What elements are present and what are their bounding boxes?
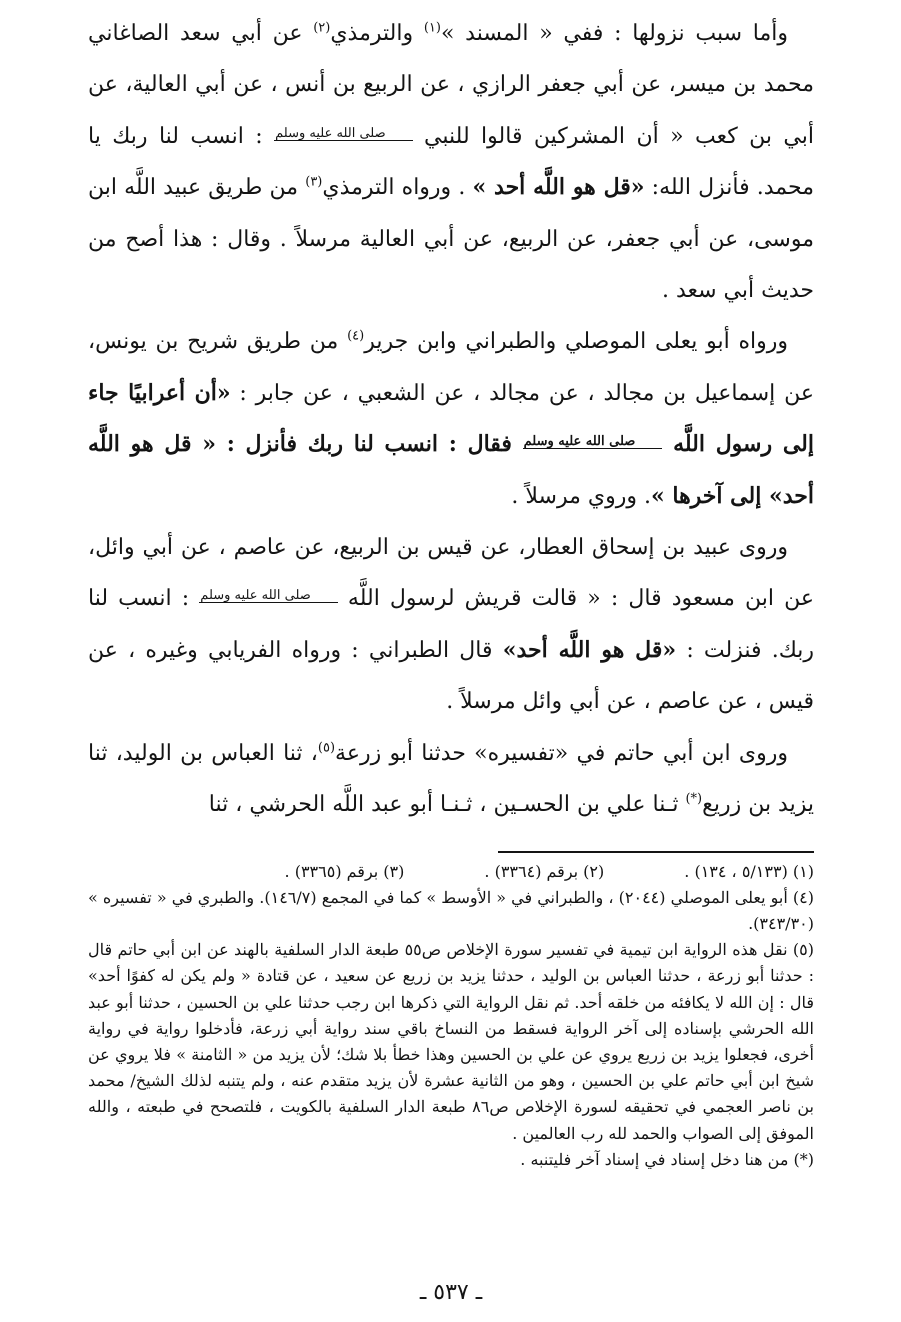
paragraph-3: وروى عبيد بن إسحاق العطار، عن قيس بن الربيع، عن عاصم ، عن أبي وائل، عن ابن مسعود قال : « قالت قريش لرسول اللَّه صلى الله عليه وسلم : انسب لنا ربك. فنزلت : «قل هو اللَّه أحد» قال الطبراني : ورواه الفريابي وغيره ، عن قيس ، عن عاصم ، عن أبي وائل مرسلاً . — [88, 535, 815, 715]
page-number: ـ ٥٣٧ ـ — [419, 1280, 483, 1305]
salla-allah-glyph: صلى الله عليه وسلم — [523, 435, 663, 449]
paragraph-2: ورواه أبو يعلى الموصلي والطبراني وابن جرير$^{(٤)}$ من طريق شريح بن يونس، عن إسماعيل بن مجالد ، عن مجالد ، عن الشعبي ، عن جابر : «أن أعرابيًا جاء إلى رسول اللَّه صلى الله عليه وسلم فقال : انسب لنا ربك فأنزل : « قل هو اللَّه أحد» إلى آخرها ». وروي مرسلاً . — [88, 329, 814, 509]
footnote-2: (٢) برقم (٣٣٦٤) . — [484, 861, 605, 881]
quran-quote: «قل هو اللَّه أحد» — [502, 636, 677, 663]
footnote-ref-2[interactable]: (٢) — [313, 20, 331, 36]
paragraph-4: وروى ابن أبي حاتم في «تفسيره» حدثنا أبو زرعة$^{(٥)}$، ثنا العباس بن الوليد، ثنا يزيد بن زريع(*) ثـنا علي بن الحسـين ، ثـنـا أبو عبد اللَّه الحرشي ، ثنا — [88, 740, 814, 818]
footnotes — [88, 859, 814, 1173]
salla-allah-glyph: صلى الله عليه وسلم — [274, 127, 413, 141]
footnote-ref-star[interactable]: (*) — [685, 791, 703, 807]
main-text — [88, 8, 814, 831]
footnote-ref-5[interactable]: (٥) — [317, 740, 336, 756]
footnotes-refs-row — [88, 859, 814, 885]
footnote-separator — [498, 851, 814, 853]
footnote-ref-1[interactable]: (١) — [423, 20, 441, 36]
footnote-3: (٣) برقم (٣٣٦٥) . — [284, 861, 405, 881]
footnote-star: (*) من هنا دخل إسناد في إسناد آخر فليتنبه . — [520, 1149, 814, 1169]
footnote-ref-3[interactable]: (٣) — [305, 174, 323, 190]
footnote-4: (٤) أبو يعلى الموصلي (٢٠٤٤) ، والطبراني في « الأوسط » كما في المجمع (١٤٦/٧). والطبري في « تفسيره » (٣٤٣/٣٠). — [88, 887, 815, 933]
quran-quote: «قل هو اللَّه أحد » — [472, 174, 645, 201]
hadith-quote: «أن أعرابيًا جاء إلى رسول اللَّه صلى الله عليه وسلم فقال : انسب لنا ربك فأنزل : « قل هو اللَّه أحد» إلى آخرها » — [88, 379, 814, 509]
paragraph-1: وأما سبب نزولها : ففي « المسند »$^{(١)}$ والترمذي$^{(٢)}$ عن أبي سعد الصاغاني محمد بن ميسر، عن أبي جعفر الرازي ، عن الربيع بن أنس ، عن أبي العالية، عن أبي بن كعب « أن المشركين قالوا للنبي صلى الله عليه وسلم : انسب لنا ربك يا محمد. فأنزل الله: «قل هو اللَّه أحد » . ورواه الترمذي$^{(٣)}$ من طريق عبيد اللَّه ابن موسى، عن أبي جعفر، عن الربيع، عن أبي العالية مرسلاً . وقال : هذا أصح من حديث أبي سعد . — [88, 20, 814, 304]
footnote-ref-4[interactable]: (٤) — [347, 329, 365, 345]
book-page — [88, 8, 814, 1308]
footnote-1: (١) (٥/١٣٣ ، ١٣٤) . — [684, 861, 814, 881]
footnote-5: (٥) نقل هذه الرواية ابن تيمية في تفسير سورة الإخلاص ص٥٥ طبعة الدار السلفية بالهند عن ابن أبي حاتم قال : حدثنا أبو زرعة ، حدثنا العباس بن الوليد ، حدثنا يزيد بن زريع عن سعيد ، عن قتادة « ولم يكن له كفوًا أحد» قال : إن الله لا يكافئه من خلقه أحد. ثم نقل الرواية التي ذكرها ابن رجب حدثنا علي بن الحسين ، حدثنا أبو عبد الله الحرشي بإسناده إلى آخر الرواية فسقط من النساخ باقي سند رواية أبي زرعة، فأدخلوا رواية في رواية أخرى، فجعلوا يزيد بن زريع يروي عن علي بن الحسين وهذا خطأ بلا شك؛ لأن يزيد من « الثامنة » فلا يروي عن شيخ ابن أبي حاتم علي بن الحسين ، وهو من الثانية عشرة لأن يزيد متقدم عنه ، ولم يتنبه لذلك الشيخ/ محمد بن ناصر العجمي في تحقيقه لسورة الإخلاص ص٨٦ طبعة الدار السلفية بالكويت ، فلتصحح في طبعته ، والله الموفق إلى الصواب والحمد لله رب العالمين . — [88, 940, 815, 1143]
salla-allah-glyph: صلى الله عليه وسلم — [199, 589, 338, 603]
